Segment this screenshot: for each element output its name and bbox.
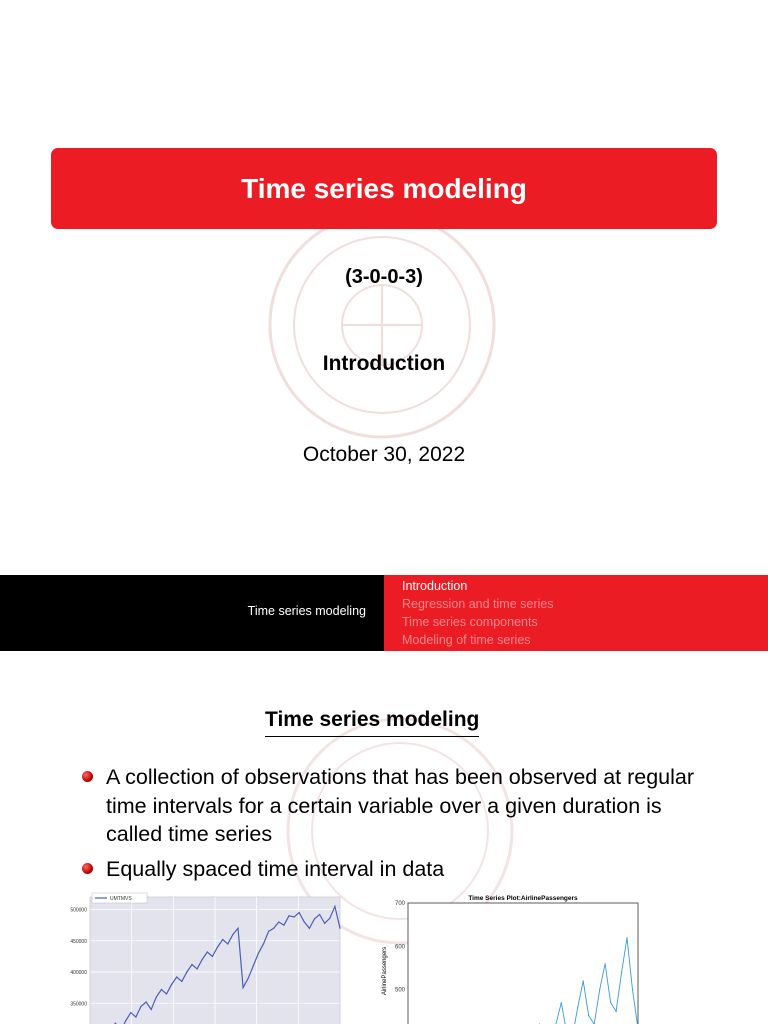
data-point: [324, 923, 325, 924]
data-point: [146, 1001, 147, 1002]
frame-title: Time series modeling: [265, 708, 479, 737]
y-tick-label: 500000: [70, 907, 87, 914]
data-point: [293, 916, 294, 917]
data-point: [258, 953, 259, 954]
y-tick-label: 500: [394, 987, 405, 994]
nav-section-list: [384, 575, 768, 649]
data-point: [171, 984, 172, 985]
nav-item-regression[interactable]: Regression and time series: [402, 597, 554, 611]
data-point: [632, 989, 633, 990]
data-point: [248, 978, 249, 979]
data-point: [166, 993, 167, 994]
data-point: [561, 1002, 562, 1003]
data-point: [197, 968, 198, 969]
data-point: [222, 939, 223, 940]
bullet-text: Equally spaced time interval in data: [106, 856, 445, 881]
bullet-item: [80, 855, 720, 884]
data-point: [232, 934, 233, 935]
slide-title-bar: [51, 148, 717, 229]
institute-seal-watermark: [232, 205, 532, 445]
nav-item-modeling[interactable]: Modeling of time series: [402, 633, 531, 647]
y-tick-label: 700: [394, 901, 405, 907]
chart-title: Time Series Plot:AirlinePassengers: [468, 895, 578, 902]
data-point: [268, 931, 269, 932]
data-point: [314, 918, 315, 919]
data-point: [583, 980, 584, 981]
data-point: [626, 937, 627, 938]
y-tick-label: 600: [394, 944, 405, 951]
slide-date: October 30, 2022: [302, 443, 466, 466]
umtmvs-line-chart: [58, 891, 348, 1024]
data-point: [202, 959, 203, 960]
data-point: [176, 976, 177, 977]
data-point: [273, 928, 274, 929]
data-point: [125, 1020, 126, 1021]
y-tick-label: 350000: [70, 1001, 87, 1008]
data-point: [161, 989, 162, 990]
data-point: [278, 921, 279, 922]
bullet-icon: [82, 771, 93, 782]
data-point: [615, 1011, 616, 1012]
data-point: [140, 1006, 141, 1007]
data-point: [242, 987, 243, 988]
data-point: [319, 914, 320, 915]
data-point: [605, 963, 606, 964]
data-point: [283, 925, 284, 926]
y-tick-label: 400000: [70, 970, 87, 976]
data-point: [191, 964, 192, 965]
data-point: [135, 1016, 136, 1017]
data-point: [621, 972, 622, 973]
nav-title: Time series modeling: [247, 604, 366, 618]
data-point: [156, 996, 157, 997]
data-point: [588, 1015, 589, 1016]
data-point: [237, 928, 238, 929]
data-point: [217, 946, 218, 947]
nav-item-components[interactable]: Time series components: [402, 615, 538, 629]
course-code: (3-0-0-3): [345, 266, 423, 288]
data-point: [309, 928, 310, 929]
data-point: [304, 921, 305, 922]
data-point: [610, 1002, 611, 1003]
data-point: [263, 943, 264, 944]
data-point: [577, 1006, 578, 1007]
data-point: [212, 956, 213, 957]
data-point: [329, 918, 330, 919]
data-point: [299, 912, 300, 913]
data-point: [334, 906, 335, 907]
content-slide: [0, 651, 768, 1024]
nav-title-panel: [0, 575, 384, 651]
bullet-list: [80, 763, 720, 889]
nav-item-introduction[interactable]: Introduction: [402, 579, 468, 593]
legend-label: UMTMVS: [110, 896, 132, 902]
airline-passengers-line-chart: [378, 891, 648, 1024]
data-point: [181, 981, 182, 982]
section-name: Introduction: [322, 352, 446, 375]
y-axis-label: AirlinePassengers: [382, 946, 388, 996]
nav-sections-panel: [384, 575, 768, 651]
data-point: [227, 943, 228, 944]
y-tick-label: 450000: [70, 938, 87, 945]
data-point: [130, 1012, 131, 1013]
bullet-item: [80, 763, 720, 849]
data-point: [207, 951, 208, 952]
data-point: [339, 928, 340, 929]
data-point: [186, 971, 187, 972]
data-point: [253, 965, 254, 966]
data-point: [151, 1009, 152, 1010]
data-point: [599, 989, 600, 990]
plot-area: [408, 903, 638, 1024]
slide-title: Time series modeling: [241, 172, 527, 204]
data-point: [288, 915, 289, 916]
bullet-icon: [82, 863, 93, 874]
slide-navigation: [0, 575, 768, 651]
bullet-text: A collection of observations that has been observed at regular time intervals for a certain variable over a given duration is called time series: [106, 765, 695, 846]
